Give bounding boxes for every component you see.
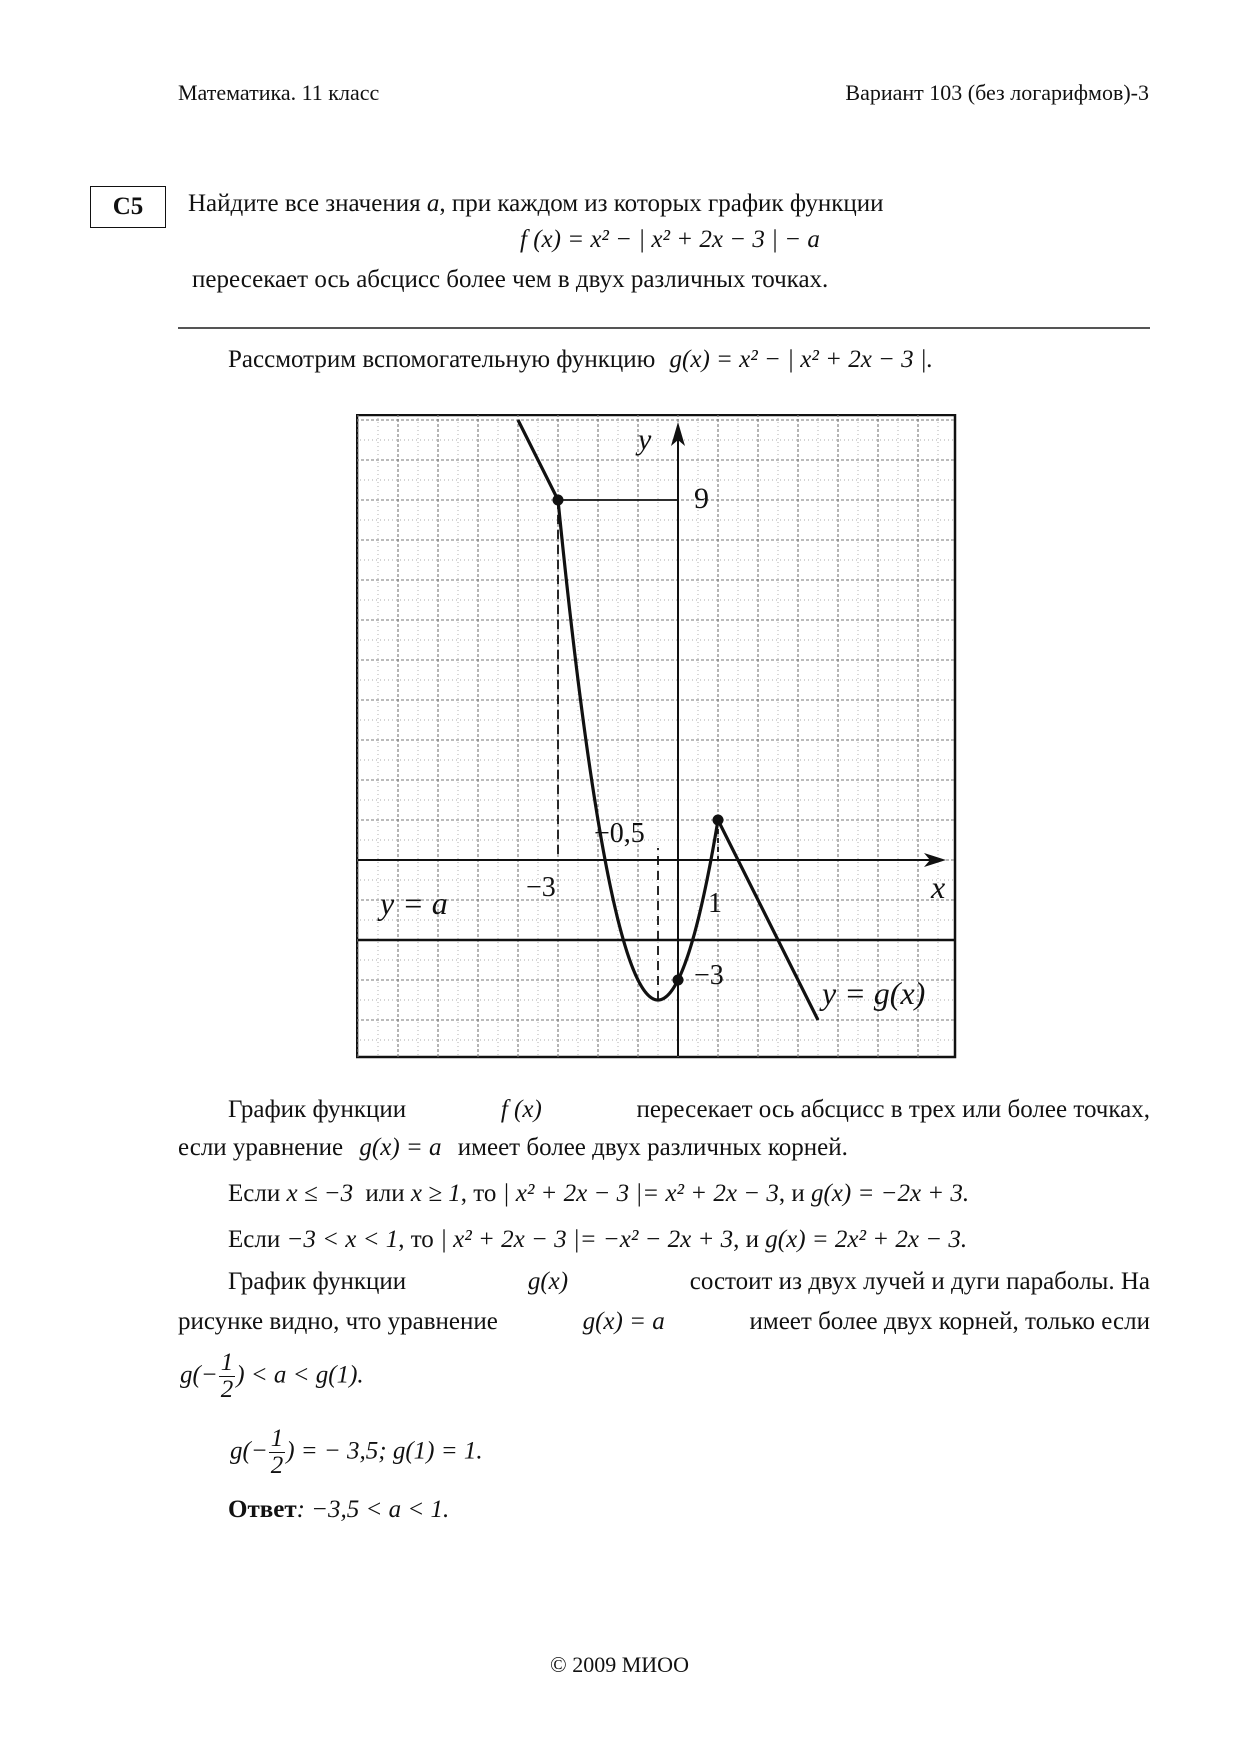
p2-formula2: g(x) = −2x + 3. (810, 1180, 970, 1207)
intro-formula: g(x) = x² − | x² + 2x − 3 |. (669, 346, 934, 373)
p1-text-c: если уравнение (178, 1134, 344, 1161)
p2-or: или (365, 1180, 405, 1207)
paragraph-1-line2 (178, 1134, 848, 1162)
p2-then: , то (460, 1180, 497, 1207)
val-numerator: 1 (270, 1425, 284, 1452)
task-statement-line3: пересекает ось абсцисс более чем в двух различных точках. (192, 266, 829, 293)
graph-point (713, 815, 724, 826)
x-axis-label: x (931, 869, 946, 905)
values-line (230, 1426, 483, 1480)
paragraph-3 (228, 1226, 967, 1254)
task-variable: a (426, 190, 440, 217)
y-axis-label: y (638, 423, 652, 456)
ineq-g: g(− (180, 1361, 218, 1389)
val-rest: ) = − 3,5; g(1) = 1. (286, 1437, 483, 1465)
p4-text-d: имеет более двух корней, только если (749, 1308, 1150, 1335)
label-y-equals-gx: y = g(x) (822, 975, 926, 1011)
graph-point (553, 495, 564, 506)
tick-label-x-minus05: −0,5 (594, 818, 645, 849)
solution-intro (228, 346, 933, 374)
graph-point (673, 975, 684, 986)
task-label: C5 (90, 186, 166, 228)
divider (178, 327, 1150, 329)
p3-text: Если (228, 1226, 281, 1253)
p1-text-b: пересекает ось абсцисс в трех или более точках, (636, 1096, 1150, 1123)
answer-value: : −3,5 < a < 1. (296, 1496, 450, 1523)
val-denominator: 2 (270, 1452, 284, 1480)
answer-label: Ответ (228, 1496, 297, 1523)
header-subject: Математика. 11 класс (178, 80, 380, 105)
tick-label-y-minus3: −3 (694, 960, 724, 991)
ineq-denominator: 2 (220, 1376, 234, 1404)
header-variant: Вариант 103 (без логарифмов)-3 (845, 80, 1149, 105)
graph-frame (357, 415, 955, 1057)
ineq-rest: ) < a < g(1). (236, 1361, 364, 1389)
ineq-fraction (219, 1350, 236, 1404)
paragraph-4-line1 (228, 1268, 1150, 1296)
p4-text-a: График функции (228, 1268, 407, 1295)
p3-and: , и (733, 1226, 760, 1253)
tick-label-y9: 9 (694, 482, 709, 515)
task-statement-line1 (188, 190, 884, 218)
footer-copyright: © 2009 МИОО (550, 1652, 689, 1677)
p4-text-b: состоит из двух лучей и дуги параболы. На (689, 1268, 1150, 1295)
p2-formula1: | x² + 2x − 3 |= x² + 2x − 3 (502, 1180, 779, 1207)
p2-and: , и (778, 1180, 805, 1207)
p1-text-a: График функции (228, 1096, 407, 1123)
paragraph-4-line2 (178, 1308, 1150, 1336)
function-graph (356, 414, 962, 1060)
p3-then: , то (398, 1226, 434, 1253)
tick-label-x1: 1 (708, 888, 722, 919)
task-text: Найдите все значения (188, 190, 421, 217)
label-y-equals-a: y = a (380, 885, 448, 921)
p1-equation: g(x) = a (359, 1134, 442, 1161)
val-fraction (269, 1426, 286, 1480)
tick-label-x-minus3: −3 (526, 872, 556, 903)
p2-text: Если (228, 1180, 281, 1207)
p3-cond: −3 < x < 1 (286, 1226, 399, 1253)
p4-equation: g(x) = a (582, 1308, 665, 1335)
p3-formula2: g(x) = 2x² + 2x − 3. (765, 1226, 968, 1253)
intro-text: Рассмотрим вспомогательную функцию (228, 346, 656, 373)
val-g: g(− (230, 1437, 268, 1465)
p3-formula1: | x² + 2x − 3 |= −x² − 2x + 3 (440, 1226, 734, 1253)
p1-fx: f (x) (500, 1096, 542, 1123)
task-text-suffix: , при каждом из которых график функции (439, 190, 884, 217)
p4-text-c: рисунке видно, что уравнение (178, 1308, 498, 1335)
p2-cond2: x ≥ 1 (410, 1180, 461, 1207)
p2-cond: x ≤ −3 (286, 1180, 354, 1207)
p1-text-d: имеет более двух различных корней. (457, 1134, 848, 1161)
task-formula: f (x) = x² − | x² + 2x − 3 | − a (520, 226, 820, 253)
ineq-numerator: 1 (220, 1349, 234, 1376)
answer (228, 1496, 449, 1524)
paragraph-1-line1 (228, 1096, 1150, 1124)
p4-gx: g(x) (527, 1268, 569, 1295)
paragraph-2 (228, 1180, 969, 1208)
inequality (180, 1350, 364, 1404)
